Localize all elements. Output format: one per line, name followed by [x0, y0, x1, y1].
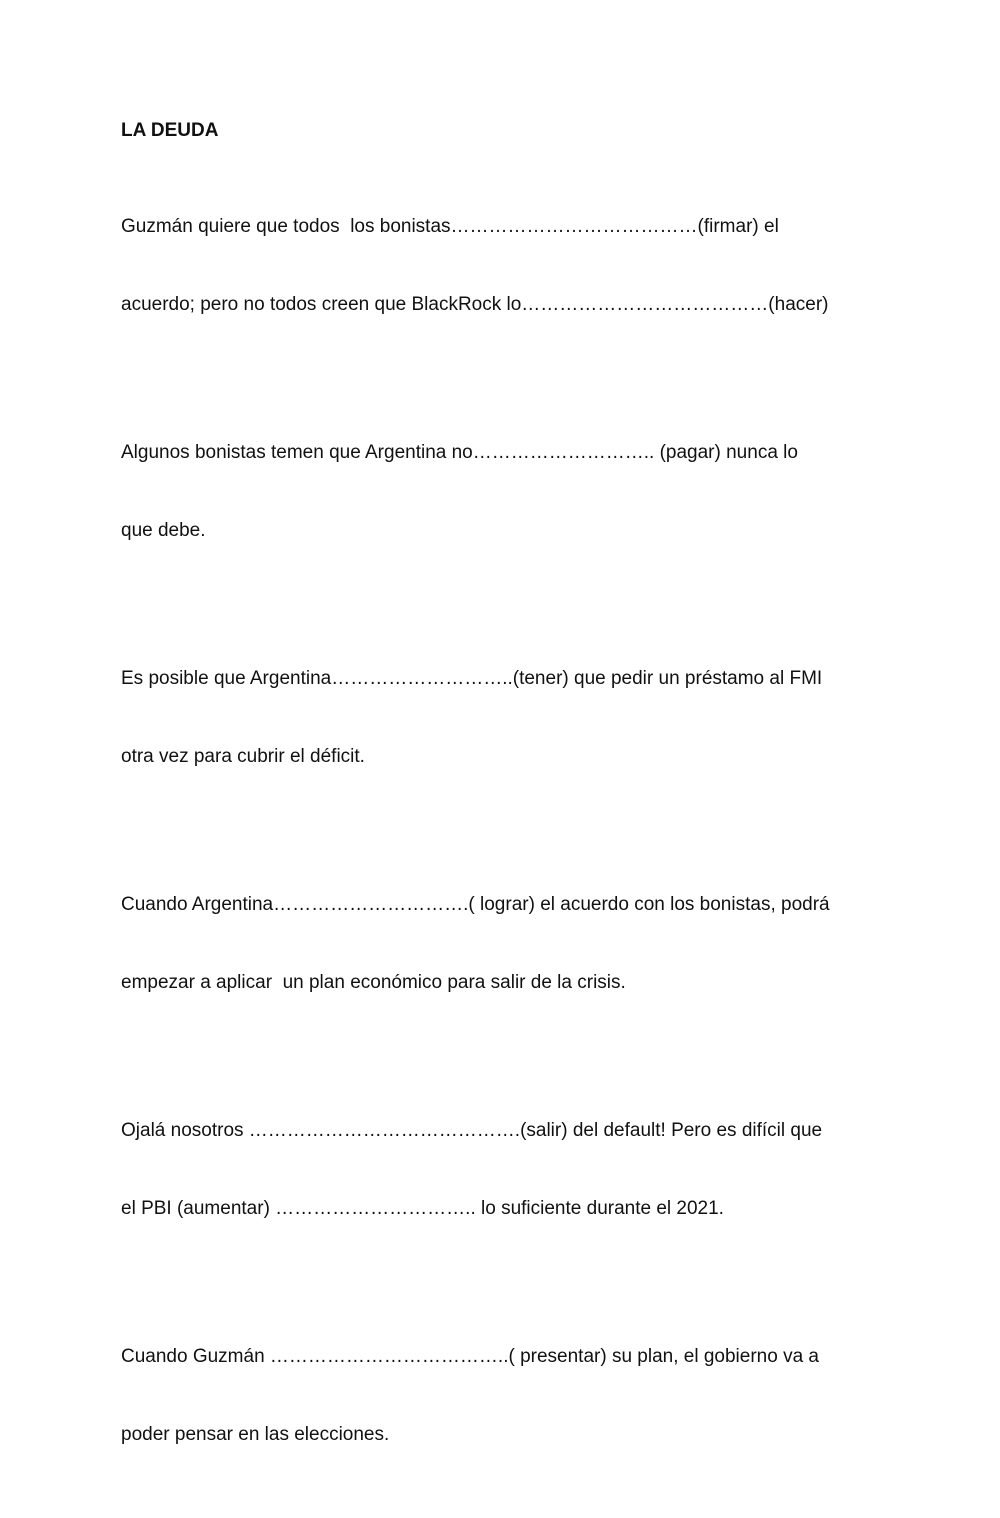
- paragraph-line: Cuando Argentina………………………….( lograr) el acuerdo con los bonistas, podrá: [121, 894, 830, 915]
- exercise-paragraph-4: [121, 840, 891, 1048]
- paragraph-line: que debe.: [121, 520, 206, 541]
- paragraph-line: Algunos bonistas temen que Argentina no……………………….. (pagar) nunca lo: [121, 442, 798, 463]
- paragraph-line: otra vez para cubrir el déficit.: [121, 746, 365, 767]
- paragraph-line: empezar a aplicar un plan económico para salir de la crisis.: [121, 972, 626, 993]
- paragraph-line: acuerdo; pero no todos creen que BlackRock lo…………………………………(hacer): [121, 294, 829, 315]
- paragraph-line: poder pensar en las elecciones.: [121, 1424, 390, 1445]
- paragraph-line: Ojalá nosotros …………………………………….(salir) del default! Pero es difícil que: [121, 1120, 823, 1141]
- document-page: [121, 118, 891, 1518]
- exercise-paragraph-2: [121, 388, 891, 596]
- paragraph-line: Es posible que Argentina………………………..(tener) que pedir un préstamo al FMI: [121, 668, 823, 689]
- exercise-paragraph-1: [121, 162, 891, 370]
- paragraph-line: el PBI (aumentar) ………………………….. lo suficiente durante el 2021.: [121, 1198, 724, 1219]
- paragraph-line: Cuando Guzmán ………………………………..( presentar) su plan, el gobierno va a: [121, 1346, 819, 1367]
- exercise-paragraph-5: [121, 1066, 891, 1274]
- paragraph-line: Guzmán quiere que todos los bonistas…………………………………(firmar) el: [121, 216, 779, 237]
- exercise-paragraph-6: [121, 1292, 891, 1500]
- document-title: LA DEUDA: [121, 120, 219, 141]
- exercise-paragraph-3: [121, 614, 891, 822]
